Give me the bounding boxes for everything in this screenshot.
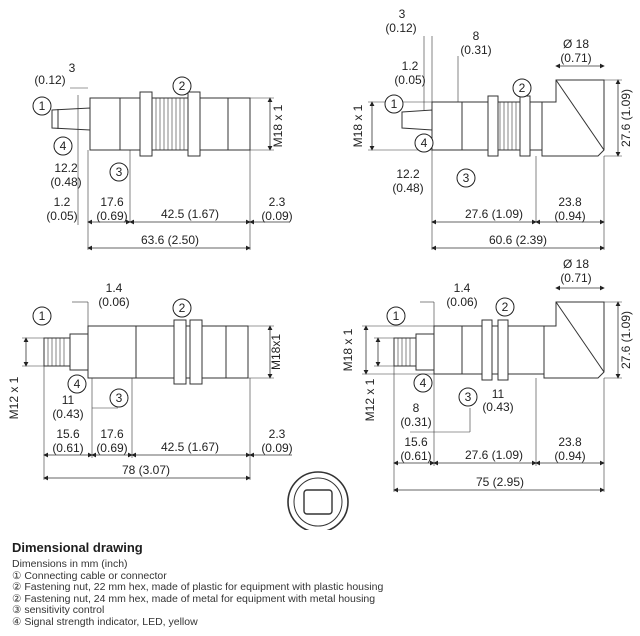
marker-4: 4 [420,136,428,150]
dim-17-6: 17.6 [100,427,124,441]
legend-marker: ① [12,569,22,582]
marker-3: 3 [115,391,123,405]
dim-8-inch: (0.31) [400,415,432,429]
legend-text: Connecting cable or connector [24,569,167,582]
dim-12-2-inch: (0.48) [392,181,424,195]
dim-11-inch: (0.43) [52,407,84,421]
dim-12-2: 12.2 [396,167,420,181]
dim-12-2-inch: (0.48) [50,175,82,189]
legend-marker: ② [12,581,22,594]
dim-diameter-inch: (0.71) [560,271,592,285]
dim-diameter: Ø 18 [562,37,590,51]
drawing-1-labels [34,61,292,247]
dim-1-2: 1.2 [401,59,419,73]
dim-8-inch: (0.31) [460,43,492,57]
dim-height: 27.6 (1.09) [619,310,633,370]
legend-marker: ② [12,592,22,605]
legend-title: Dimensional drawing [12,540,143,555]
dim-2-3: 2.3 [268,195,286,209]
dim-thread: M18 x 1 [351,104,365,148]
legend-text: sensitivity control [24,604,105,617]
dim-15-6-inch: (0.61) [400,449,432,463]
legend [12,540,632,629]
dim-thread: M18 x 1 [341,328,355,372]
legend-text: Signal strength indicator, LED, yellow [24,615,198,628]
dim-total: 78 (3.07) [121,463,171,477]
dim-17-6-inch: (0.69) [96,441,128,455]
legend-text: Fastening nut, 24 mm hex, made of metal for equipment with metal housing [24,592,376,605]
front-view-icon [288,472,348,530]
drawing-cable-straight [52,88,293,250]
dim-23-8: 23.8 [558,435,582,449]
dim-27-6: 27.6 (1.09) [464,448,524,462]
legend-text: Fastening nut, 22 mm hex, made of plastic for equipment with plastic housing [24,581,384,594]
dim-total: 63.6 (2.50) [140,233,200,247]
dim-42-5: 42.5 (1.67) [160,440,220,454]
dim-total: 75 (2.95) [475,475,525,489]
dim-11: 11 [491,387,505,401]
legend-item [12,594,632,606]
dim-12-2: 12.2 [54,161,78,175]
dim-1-4-inch: (0.06) [446,295,478,309]
marker-2: 2 [518,81,526,95]
dim-3-inch: (0.12) [385,21,417,35]
dim-2-3-inch: (0.09) [261,441,293,455]
dim-8: 8 [412,401,420,415]
dim-2-3: 2.3 [268,427,286,441]
dim-23-8-inch: (0.94) [554,209,586,223]
dim-1-4: 1.4 [453,281,471,295]
dim-thread: M18x1 [269,333,283,371]
dim-17-6-inch: (0.69) [96,209,128,223]
marker-1: 1 [390,97,398,111]
marker-4: 4 [59,139,67,153]
legend-marker: ③ [12,604,22,617]
dim-1-4: 1.4 [105,281,123,295]
marker-4: 4 [419,376,427,390]
marker-2: 2 [178,301,186,315]
marker-4: 4 [73,377,81,391]
dim-42-5: 42.5 (1.67) [160,207,220,221]
dim-1-2-inch: (0.05) [46,209,78,223]
dim-diameter: Ø 18 [562,257,590,271]
dim-diameter-inch: (0.71) [560,51,592,65]
dim-15-6: 15.6 [56,427,80,441]
marker-2: 2 [501,300,509,314]
dim-23-8-inch: (0.94) [554,449,586,463]
dim-m12: M12 x 1 [363,378,377,422]
marker-3: 3 [462,171,470,185]
dim-thread: M18 x 1 [271,104,285,148]
legend-marker: ④ [12,615,22,628]
marker-3: 3 [464,390,472,404]
dim-m12: M12 x 1 [7,376,21,420]
dim-11: 11 [61,393,75,407]
dim-27-6: 27.6 (1.09) [464,207,524,221]
marker-1: 1 [38,99,46,113]
dim-17-6: 17.6 [100,195,124,209]
marker-3: 3 [115,165,123,179]
marker-1: 1 [392,309,400,323]
dim-8: 8 [472,29,480,43]
dim-15-6-inch: (0.61) [52,441,84,455]
dim-2-3-inch: (0.09) [261,209,293,223]
dim-3: 3 [68,61,76,75]
dim-11-inch: (0.43) [482,400,514,414]
marker-1: 1 [38,309,46,323]
legend-units: Dimensions in mm (inch) [12,558,128,570]
dim-3: 3 [398,7,406,21]
dim-1-2-inch: (0.05) [394,73,426,87]
dim-total: 60.6 (2.39) [488,233,548,247]
dim-23-8: 23.8 [558,195,582,209]
dim-height: 27.6 (1.09) [619,88,633,148]
dim-3-inch: (0.12) [34,73,66,87]
legend-item [12,617,632,629]
marker-2: 2 [178,79,186,93]
dim-1-2: 1.2 [53,195,71,209]
dim-15-6: 15.6 [404,435,428,449]
dim-1-4-inch: (0.06) [98,295,130,309]
